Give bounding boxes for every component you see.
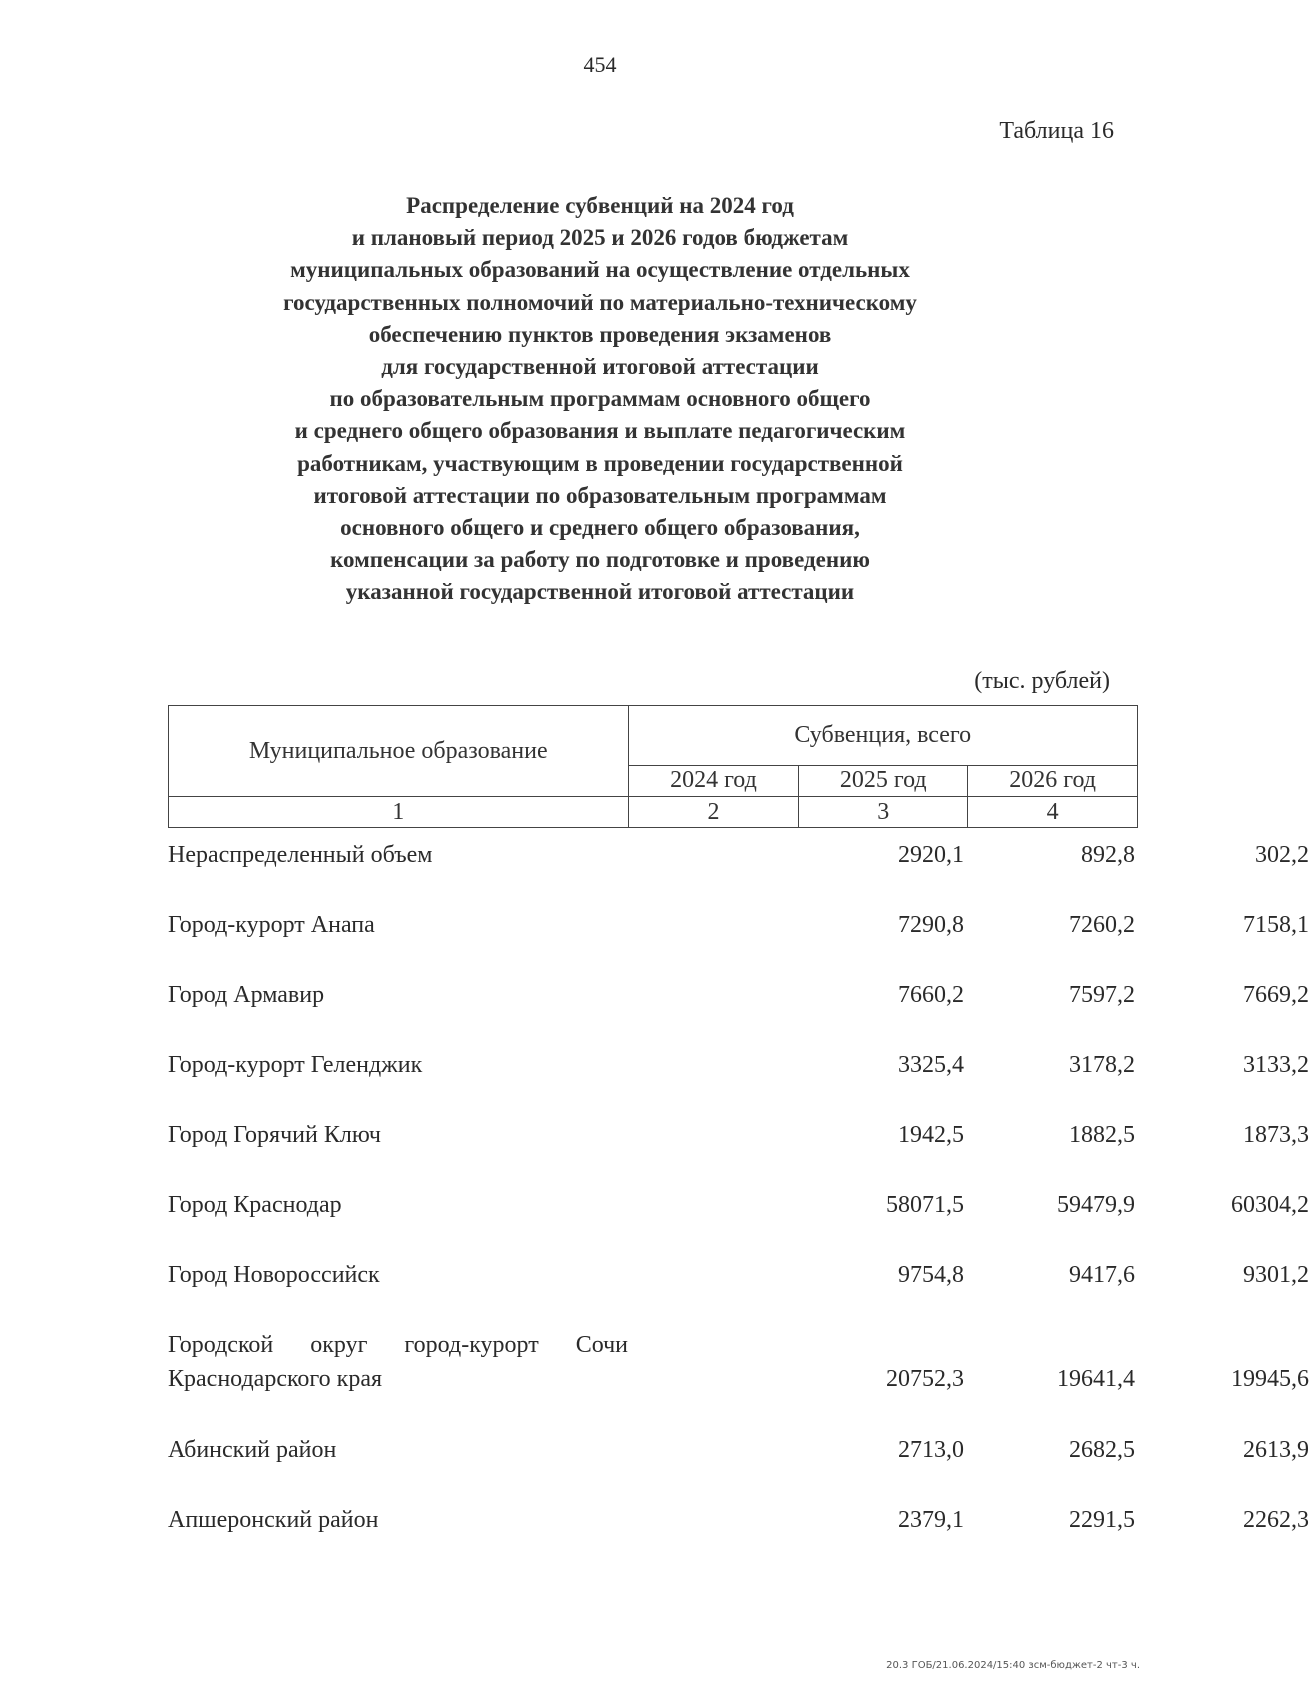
value-2025: 59479,9: [1057, 1192, 1135, 1218]
value-2025: 2291,5: [1069, 1507, 1135, 1533]
row-name: Город Краснодар: [168, 1192, 342, 1218]
header-year-2026: 2026 год: [968, 765, 1138, 796]
value-2024: 7660,2: [898, 982, 964, 1008]
value-2024: 2713,0: [898, 1437, 964, 1463]
title-line: Распределение субвенций на 2024 год: [406, 193, 794, 218]
value-2026: 2262,3: [1243, 1507, 1309, 1533]
row-name: Город Новороссийск: [168, 1262, 380, 1288]
value-2025: 892,8: [1081, 842, 1135, 868]
row-name: Город Горячий Ключ: [168, 1122, 381, 1148]
row-name: Город-курорт Анапа: [168, 912, 375, 938]
value-2026: 9301,2: [1243, 1262, 1309, 1288]
value-2026: 7669,2: [1243, 982, 1309, 1008]
header-municipality: Муниципальное образование: [169, 706, 629, 797]
value-2024: 3325,4: [898, 1052, 964, 1078]
value-2024: 20752,3: [886, 1366, 964, 1392]
title-line: муниципальных образований на осуществление отдельных: [290, 257, 910, 283]
title-line: основного общего и среднего общего образования,: [340, 515, 860, 541]
units-label: (тыс. рублей): [974, 668, 1110, 694]
row-name: Нераспределенный объем: [168, 842, 433, 868]
value-2024: 2379,1: [898, 1507, 964, 1533]
document-title: [0, 190, 1200, 609]
header-year-2024: 2024 год: [628, 765, 799, 796]
column-number: 1: [169, 797, 629, 828]
row-name: Городской округ город-курорт Сочи Краснодарского края: [168, 1332, 628, 1392]
table-row: [168, 838, 1309, 872]
column-number: 2: [628, 797, 799, 828]
title-line: и среднего общего образования и выплате педагогическим: [294, 418, 906, 444]
value-2026: 60304,2: [1231, 1192, 1309, 1218]
value-2024: 9754,8: [898, 1262, 964, 1288]
header-subvention: Субвенция, всего: [628, 706, 1137, 766]
value-2025: 3178,2: [1069, 1052, 1135, 1078]
table-row: [168, 1328, 1309, 1396]
value-2025: 19641,4: [1057, 1366, 1135, 1392]
table-row: [168, 1433, 1309, 1467]
value-2026: 19945,6: [1231, 1366, 1309, 1392]
title-line: итоговой аттестации по образовательным программам: [313, 482, 887, 508]
table-row: [168, 1048, 1309, 1082]
value-2026: 302,2: [1255, 842, 1309, 868]
page-number: 454: [583, 52, 617, 77]
value-2026: 1873,3: [1243, 1122, 1309, 1148]
value-2026: 7158,1: [1243, 912, 1309, 938]
value-2024: 58071,5: [886, 1192, 964, 1218]
table-label: Таблица 16: [999, 118, 1114, 144]
table-row: [168, 1118, 1309, 1152]
value-2025: 2682,5: [1069, 1437, 1135, 1463]
row-name: Город-курорт Геленджик: [168, 1052, 423, 1078]
value-2026: 3133,2: [1243, 1052, 1309, 1078]
title-line: для государственной итоговой аттестации: [381, 354, 819, 380]
title-line: и плановый период 2025 и 2026 годов бюджетам: [351, 225, 849, 251]
footer-code: 20.3 ГОБ/21.06.2024/15:40 зсм-бюджет-2 чт-3 ч.: [886, 1660, 1140, 1671]
header-year-2025: 2025 год: [799, 765, 968, 796]
value-2025: 7260,2: [1069, 912, 1135, 938]
value-2025: 1882,5: [1069, 1122, 1135, 1148]
value-2025: 7597,2: [1069, 982, 1135, 1008]
title-line: государственных полномочий по материально-техническому: [283, 289, 917, 315]
table-row: [168, 978, 1309, 1012]
table-row: [168, 1503, 1309, 1537]
title-line: работникам, участвующим в проведении государственной: [297, 450, 903, 476]
title-line: компенсации за работу по подготовке и проведению: [330, 547, 870, 573]
table-row: [168, 908, 1309, 942]
title-line: по образовательным программам основного общего: [329, 386, 871, 412]
column-number: 3: [799, 797, 968, 828]
row-name: Абинский район: [168, 1437, 337, 1463]
value-2026: 2613,9: [1243, 1437, 1309, 1463]
table-row: [168, 1258, 1309, 1292]
title-line: указанной государственной итоговой аттестации: [345, 579, 855, 605]
title-line: обеспечению пунктов проведения экзаменов: [368, 321, 832, 347]
table-header: [168, 705, 1138, 828]
value-2024: 1942,5: [898, 1122, 964, 1148]
value-2024: 7290,8: [898, 912, 964, 938]
value-2024: 2920,1: [898, 842, 964, 868]
value-2025: 9417,6: [1069, 1262, 1135, 1288]
table-row: [168, 1188, 1309, 1222]
row-name: Апшеронский район: [168, 1507, 379, 1533]
row-name: Город Армавир: [168, 982, 325, 1008]
column-number: 4: [968, 797, 1138, 828]
